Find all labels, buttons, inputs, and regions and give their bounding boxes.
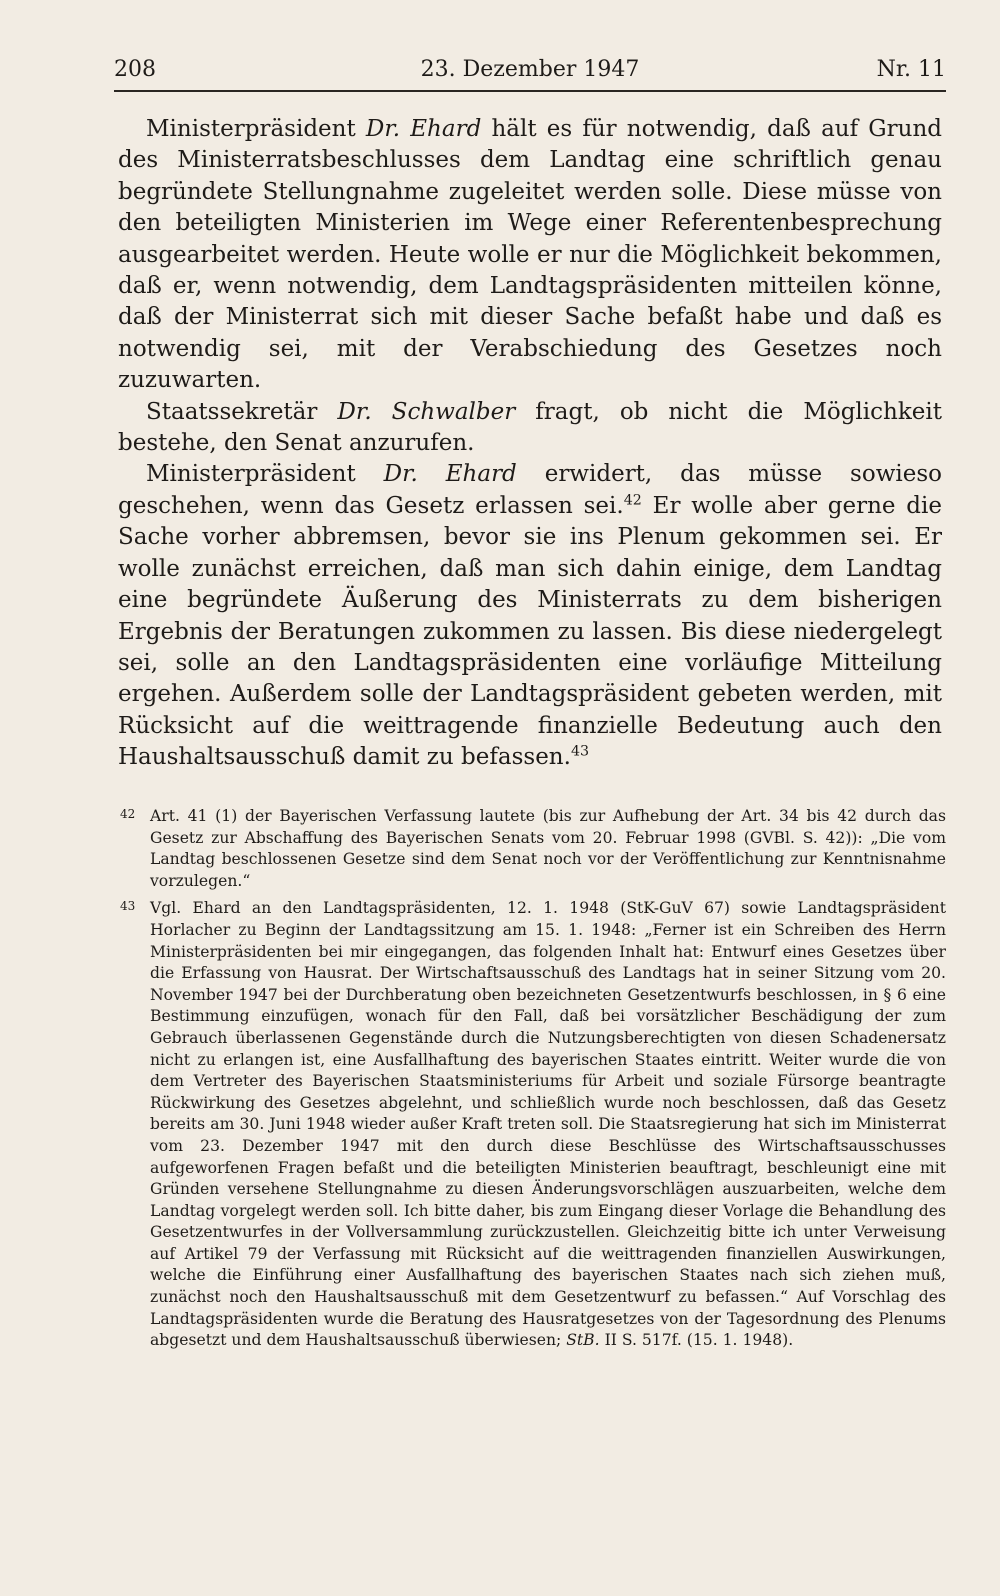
paragraph	[118, 114, 942, 397]
footnote-number: 42	[120, 807, 136, 821]
paragraph-text: Er wolle aber gerne die Sache vorher abbremsen, bevor sie ins Plenum gekommen sei. Er wolle zunächst erreichen, daß man sich dahin einige, dem Landtag eine begründete Äußerung des Ministerrats zu dem bisherigen Ergebnis der Beratungen zukommen zu lassen. Bis diese niedergelegt sei, solle an den Landtagspräsidenten eine vorläufige Mitteilung ergehen. Außerdem solle der Landtagspräsident gebeten werden, mit Rücksicht auf die weittragende finanzielle Bedeutung auch den Haushaltsausschuß damit zu befassen.	[118, 492, 942, 771]
footnote-number: 43	[120, 899, 136, 914]
page-number: 208	[114, 57, 156, 82]
document-number: Nr. 11	[876, 57, 946, 82]
header-rule	[114, 90, 946, 92]
paragraph-text: erwidert, das müsse sowieso geschehen, wenn das Gesetz erlassen sei.	[118, 461, 942, 519]
main-text	[118, 114, 942, 774]
footnote-ref[interactable]: 43	[570, 743, 590, 760]
paragraph-text: hält es für notwendig, daß auf Grund des Ministerratsbeschlusses dem Landtag eine schriftlich genau begründete Stellungnahme zugeleitet werden solle. Diese müsse von den beteiligten Ministerien im Wege einer Referentenbesprechung ausgearbeitet werden. Heute wolle er nur die Möglichkeit bekommen, daß er, wenn notwendig, dem Landtagspräsidenten mitteilen könne, daß der Ministerrat sich mit dieser Sache befaßt habe und daß es notwendig sei, mit der Verabschiedung des Gesetzes noch zuzuwarten.	[118, 116, 942, 394]
paragraph-text: Staatssekretär	[146, 398, 338, 425]
source-abbreviation: StB.	[566, 1331, 600, 1350]
footnotes	[118, 806, 946, 1358]
paragraph	[118, 459, 942, 773]
footnote	[118, 806, 946, 892]
running-header	[114, 52, 946, 88]
footnote-text: Art. 41 (1) der Bayerischen Verfassung lautete (bis zur Aufhebung der Art. 34 bis 42 durch das Gesetz zur Abschaffung des Bayerischen Senats vom 20. Februar 1998 (GVBl. S. 42)): „Die vom Landtag beschlossenen Gesetze sind dem Senat noch vor der Veröffentlichung zur Kenntnisnahme vorzulegen.“	[150, 807, 946, 890]
header-date: 23. Dezember 1947	[420, 57, 640, 82]
footnote-text: II S. 517f. (15. 1. 1948).	[599, 1331, 794, 1350]
paragraph-text: Ministerpräsident	[146, 116, 366, 142]
paragraph	[118, 397, 942, 460]
paragraph-text: Ministerpräsident	[146, 461, 384, 488]
footnote-ref[interactable]: 42	[623, 492, 642, 509]
speaker-name: Dr. Ehard	[365, 116, 482, 142]
footnote-text: Vgl. Ehard an den Landtagspräsidenten, 12. 1. 1948 (StK-GuV 67) sowie Landtagspräsident Horlacher zu Beginn der Landtagssitzung am 15. 1. 1948: „Ferner ist ein Schreiben des Herrn Ministerpräsidenten bei mir eingegangen, das folgenden Inhalt hat: Entwurf eines Gesetzes über die Erfassung von Hausrat. Der Wirtschaftsausschuß des Landtags hat in seiner Sitzung vom 20. November 1947 bei der Durchberatung oben bezeichneten Gesetzentwurfs beschlossen, in § 6 eine Bestimmung einzufügen, wonach für den Fall, daß bei vorsätzlicher Beschädigung der zum Gebrauch überlassenen Gegenstände durch die Nutzungsberechtigten von diesen Schadenersatz nicht zu erlangen ist, eine Ausfallhaftung des bayerischen Staates eintritt. Weiter wurde die von dem Vertreter des Bayerischen Staatsministeriums für Arbeit und soziale Fürsorge beantragte Rückwirkung des Gesetzes abgelehnt, und schließlich wurde noch beschlossen, daß das Gesetz bereits am 30. Juni 1948 wieder außer Kraft treten soll. Die Staatsregierung hat sich im Ministerrat vom 23. Dezember 1947 mit den durch diese Beschlüsse des Wirtschaftsausschusses aufgeworfenen Fragen befaßt und die beteiligten Ministerien beauftragt, beschleunigt eine mit Gründen versehene Stellungnahme zu diesen Änderungsvorschlägen auszuarbeiten, welche dem Landtag vorgelegt werden soll. Ich bitte daher, bis zum Eingang dieser Vorlage die Behandlung des Gesetzentwurfes in der Vollversammlung zurückzustellen. Gleichzeitig bitte ich unter Verweisung auf Artikel 79 der Verfassung mit Rücksicht auf die weittragenden finanziellen Auswirkungen, welche die Einführung einer Ausfallhaftung des bayerischen Staates nach sich ziehen muß, zunächst noch den Haushaltsausschuß mit dem Gesetzentwurf zu befassen.“ Auf Vorschlag des Landtagspräsidenten wurde die Beratung des Hausratgesetzes von der Tagesordnung des Plenums abgesetzt und dem Haushaltsausschuß überwiesen;	[150, 899, 946, 1350]
paragraph-text: fragt, ob nicht die Möglichkeit bestehe, den Senat anzurufen.	[118, 398, 942, 457]
footnote	[118, 898, 946, 1351]
speaker-name: Dr. Schwalber	[337, 398, 516, 425]
speaker-name: Dr. Ehard	[383, 461, 517, 488]
